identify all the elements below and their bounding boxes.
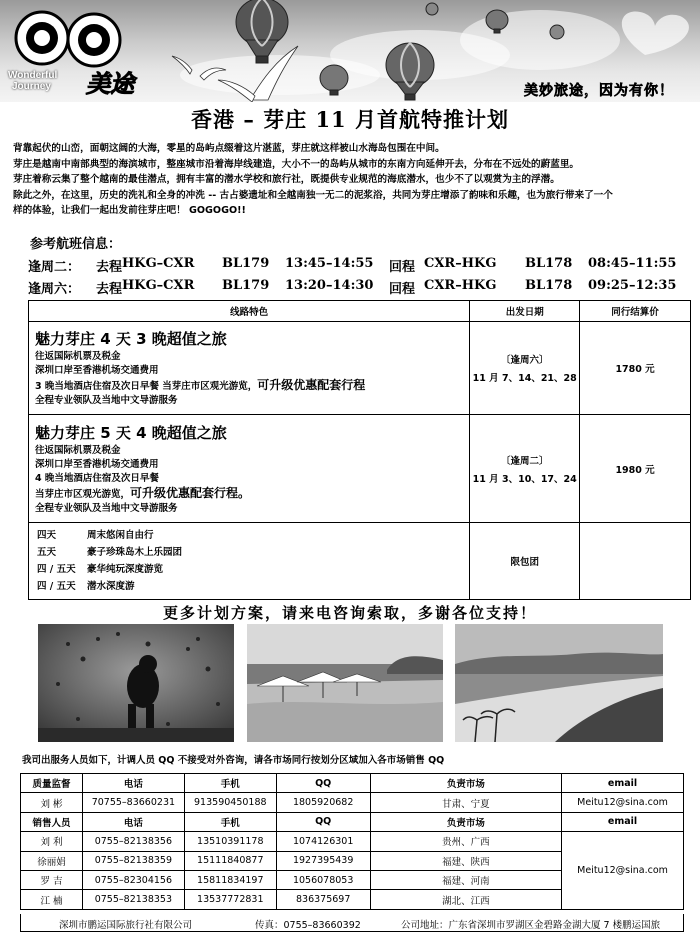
- contact-tel: 0755–82138359: [82, 851, 184, 870]
- extras-empty-cell: [580, 523, 691, 600]
- extra-days: 四天: [37, 530, 57, 541]
- contact-name: 江 楠: [21, 890, 83, 909]
- tour-item: 全程专业领队及当地中文导游服务: [35, 502, 178, 514]
- tour-item: 往返国际机票及税金: [35, 444, 121, 456]
- flight-out-route: HKG–CXR: [122, 256, 195, 271]
- tour-dep-day: 〔逢周二〕: [500, 455, 549, 467]
- logo-en-line2: Journey: [12, 81, 51, 92]
- tour-item: 全程专业领队及当地中文导游服务: [35, 395, 178, 406]
- photo-beach: [247, 624, 443, 742]
- tour-features: [29, 415, 470, 523]
- contact-qq: 836375697: [276, 890, 370, 909]
- tour-upgrade-text: 可升级优惠配套行程。: [130, 485, 251, 500]
- extra-item: [37, 544, 463, 561]
- contact-name: 徐丽娟: [21, 851, 83, 870]
- tour-dep-dates: 11 月 7、14、21、28: [472, 373, 577, 384]
- page-title: 香港 – 芽庄 11 月首航特推计划: [191, 107, 509, 132]
- tour-price: 1980 元: [580, 415, 691, 523]
- col-header-price: 同行结算价: [580, 301, 691, 322]
- flight-out-no: BL179: [222, 278, 270, 293]
- flight-out-time: 13:45–14:55: [285, 256, 374, 271]
- tour-item: 深圳口岸至香港机场交通费用: [35, 365, 159, 376]
- flight-out-no: BL179: [222, 256, 270, 271]
- sales-header-cell: 电话: [82, 812, 184, 831]
- footer-address: 公司地址：广东省深圳市罗湖区金碧路金湖大厦 7 楼鹏运国旅: [401, 920, 661, 931]
- qc-header-row: [21, 774, 684, 793]
- contact-mobile: 15111840877: [184, 851, 276, 870]
- tour-dep-dates: 11 月 3、10、17、24: [472, 473, 577, 485]
- extra-item: [37, 578, 463, 595]
- contact-market: 福建、河南: [370, 870, 561, 889]
- intro-line: 芽庄着称云集了整个越南的最佳潜点，拥有丰富的潜水学校和旅行社，既提供专业规范的海底潜水，也少不了以观赏为主的浮潜。: [13, 174, 560, 186]
- qc-row: [21, 793, 684, 812]
- extra-days: 五天: [37, 547, 57, 558]
- contact-name: 罗 吉: [21, 870, 83, 889]
- qc-header-cell: email: [562, 774, 684, 793]
- tour-item: 深圳口岸至香港机场交通费用: [35, 458, 159, 470]
- contact-market: 贵州、广西: [370, 832, 561, 851]
- contact-email[interactable]: Meitu12@sina.com: [562, 793, 684, 812]
- slogan: 美妙旅途，因为有你！: [524, 83, 674, 99]
- flight-ret-label: 回程: [389, 282, 416, 297]
- flight-out-time: 13:20–14:30: [285, 278, 374, 293]
- flight-ret-no: BL178: [525, 278, 573, 293]
- flight-day: 逢周二：: [28, 260, 81, 275]
- contact-qq: 1927395439: [276, 851, 370, 870]
- footer-bar: [20, 914, 684, 932]
- tour-row: [29, 415, 691, 523]
- sales-row: [21, 832, 684, 851]
- contact-market: 甘肃、宁夏: [370, 793, 561, 812]
- tour-item-text: 3 晚当地酒店住宿及次日早餐 当芽庄市区观光游览，: [35, 381, 258, 392]
- extra-desc: 潜水深度游: [87, 581, 135, 592]
- extra-days: 四 / 五天: [37, 564, 76, 575]
- contact-tel: 0755–82138356: [82, 832, 184, 851]
- contact-mobile: 913590450188: [184, 793, 276, 812]
- extras-list: [29, 523, 470, 600]
- flight-ret-route: CXR–HKG: [424, 256, 497, 271]
- contact-name: 刘 利: [21, 832, 83, 851]
- sales-header-cell: 销售人员: [21, 812, 83, 831]
- sales-header-cell: 手机: [184, 812, 276, 831]
- contact-qq: 1074126301: [276, 832, 370, 851]
- tour-features: [29, 322, 470, 415]
- extra-days: 四 / 五天: [37, 581, 76, 592]
- sales-header-row: [21, 812, 684, 831]
- contact-mobile: 13510391178: [184, 832, 276, 851]
- tour-item: [35, 378, 463, 394]
- qc-header-cell: 手机: [184, 774, 276, 793]
- sales-header-cell: email: [562, 812, 684, 831]
- extra-item: [37, 527, 463, 544]
- logo-english-text: [8, 70, 57, 92]
- flight-ret-label: 回程: [389, 260, 416, 275]
- tour-item: 4 晚当地酒店住宿及次日早餐: [35, 472, 159, 484]
- tour-departure: [470, 322, 580, 415]
- extras-row: [29, 523, 691, 600]
- contact-qq: 1805920682: [276, 793, 370, 812]
- intro-line: 除此之外，在这里，历史的洗礼和全身的冲洗 -- 古占婆遗址和全越南独一无二的泥浆浴，共同为芽庄增添了韵味和乐趣，也为旅行带来了一个: [13, 189, 613, 201]
- sales-email[interactable]: Meitu12@sina.com: [562, 832, 684, 910]
- logo-chinese-text: 美途: [86, 70, 134, 98]
- flight-ret-route: CXR–HKG: [424, 278, 497, 293]
- contact-tel: 70755–83660231: [82, 793, 184, 812]
- contact-tel: 0755–82304156: [82, 870, 184, 889]
- company-logo: [8, 8, 138, 100]
- qc-header-cell: 负责市场: [370, 774, 561, 793]
- col-header-departure: 出发日期: [470, 301, 580, 322]
- flight-ret-no: BL178: [525, 256, 573, 271]
- logo-en-line1: Wonderful: [8, 70, 58, 81]
- qc-header-cell: QQ: [276, 774, 370, 793]
- tour-upgrade-text: 可升级优惠配套行程: [257, 378, 366, 392]
- flight-ret-time: 08:45–11:55: [588, 256, 677, 271]
- extra-desc: 豪子珍珠岛木上乐园团: [87, 547, 183, 558]
- flight-out-label: 去程: [96, 260, 123, 275]
- tour-dep-day: 〔逢周六〕: [500, 355, 549, 366]
- extra-item: [37, 561, 463, 578]
- flight-info-heading: 参考航班信息：: [30, 237, 122, 252]
- tour-item: 往返国际机票及税金: [35, 351, 121, 362]
- extra-desc: 周末悠闲自由行: [87, 530, 154, 541]
- contact-market: 湖北、江西: [370, 890, 561, 909]
- tour-name: 魅力芽庄 4 天 3 晚超值之旅: [35, 330, 227, 348]
- qc-header-cell: 质量监督: [21, 774, 83, 793]
- footer-company: 深圳市鹏运国际旅行社有限公司: [59, 920, 193, 931]
- route-table: [28, 300, 691, 600]
- flight-day: 逢周六：: [28, 282, 81, 297]
- extra-desc: 豪华纯玩深度游览: [87, 564, 164, 575]
- flight-ret-time: 09:25–12:35: [588, 278, 677, 293]
- contact-table: [20, 773, 684, 910]
- flight-out-label: 去程: [96, 282, 123, 297]
- flight-out-route: HKG–CXR: [122, 278, 195, 293]
- tour-name: 魅力芽庄 5 天 4 晚超值之旅: [35, 423, 227, 442]
- tour-item: [35, 486, 463, 502]
- photo-coast: [455, 624, 663, 742]
- intro-line: 样的体验，让我们一起出发前往芽庄吧！ GOGOGO!!: [13, 205, 246, 217]
- contact-mobile: 15811834197: [184, 870, 276, 889]
- col-header-features: 线路特色: [29, 301, 470, 322]
- extras-note: 限包团: [470, 523, 580, 600]
- tour-departure: [470, 415, 580, 523]
- tour-item-text: 当芽庄市区观光游览，: [35, 488, 131, 500]
- staff-note: 我司出服务人员如下，计调人员 QQ 不接受对外咨询，请各市场同行按划分区域加入各市场销售 QQ: [22, 755, 445, 766]
- contact-tel: 0755–82138353: [82, 890, 184, 909]
- photo-diver: [38, 624, 234, 742]
- contact-name: 刘 彬: [21, 793, 83, 812]
- logo-emblem-icon: [12, 8, 132, 70]
- header-banner: [0, 0, 700, 102]
- qc-header-cell: 电话: [82, 774, 184, 793]
- intro-paragraph: [13, 141, 693, 219]
- more-plans-banner: 更多计划方案，请来电咨询索取，多谢各位支持！: [162, 604, 537, 622]
- footer-fax: 传真：0755–83660392: [255, 920, 361, 931]
- intro-line: 芽庄是越南中南部典型的海滨城市，整座城市沿着海岸线建造，大小不一的岛屿从城市的东南方向延伸开去，分布在不远处的蔚蓝里。: [13, 158, 580, 170]
- tour-row: [29, 322, 691, 415]
- sales-header-cell: QQ: [276, 812, 370, 831]
- sales-header-cell: 负责市场: [370, 812, 561, 831]
- route-table-header: [29, 301, 691, 322]
- contact-market: 福建、陕西: [370, 851, 561, 870]
- contact-mobile: 13537772831: [184, 890, 276, 909]
- tour-price: 1780 元: [580, 322, 691, 415]
- intro-line: 背靠起伏的山峦，面朝这阔的大海，零星的岛屿点缀着这片湛蓝，芽庄就这样被山水海岛包围在中间。: [13, 143, 445, 154]
- contact-qq: 1056078053: [276, 870, 370, 889]
